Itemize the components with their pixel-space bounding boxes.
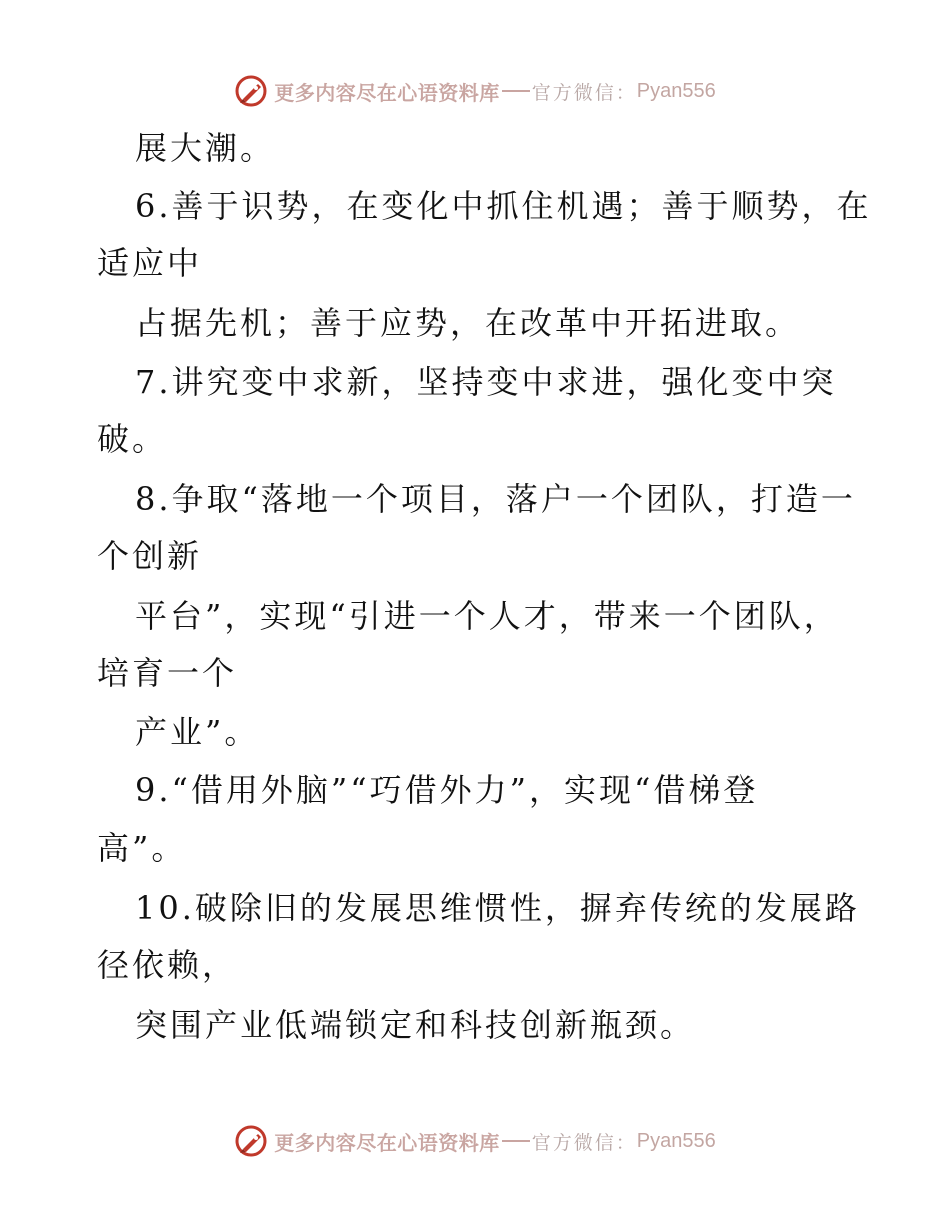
body-line: 突围产业低端锁定和科技创新瓶颈。 <box>135 1006 696 1044</box>
pen-logo-icon <box>234 74 268 108</box>
banner-wechat-id: Pyan556 <box>636 1129 716 1152</box>
body-line: 10.破除旧的发展思维惯性，摒弃传统的发展路 <box>135 889 860 927</box>
body-line: 9.“借用外脑”“巧借外力”，实现“借梯登 <box>135 771 759 809</box>
body-line: 平台”，实现“引进一个人才，带来一个团队， <box>135 597 839 635</box>
body-line: 7.讲究变中求新，坚持变中求进，强化变中突 <box>135 363 837 401</box>
body-line: 个创新 <box>97 537 203 575</box>
body-line: 展大潮。 <box>135 129 276 167</box>
body-line: 径依赖， <box>97 946 238 984</box>
banner-wechat-label: 官方微信： <box>531 1131 637 1154</box>
banner-wechat-label: 官方微信： <box>531 81 637 104</box>
banner-wechat-id: Pyan556 <box>636 79 716 102</box>
body-line: 培育一个 <box>97 654 238 692</box>
body-line: 8.争取“落地一个项目，落户一个团队，打造一 <box>135 480 856 518</box>
body-line: 高”。 <box>97 829 187 867</box>
body-line: 占据先机；善于应势，在改革中开拓进取。 <box>135 304 801 342</box>
footer-banner <box>0 1121 950 1161</box>
body-line: 适应中 <box>97 244 203 282</box>
banner-dash <box>502 90 530 92</box>
banner-dash <box>502 1140 530 1142</box>
banner-site-text: 更多内容尽在心语资料库 <box>274 1130 500 1155</box>
body-line: 破。 <box>97 420 168 458</box>
pen-logo-icon <box>234 1124 268 1158</box>
body-line: 6.善于识势，在变化中抓住机遇；善于顺势，在 <box>135 187 872 225</box>
header-banner <box>0 71 950 111</box>
banner-site-text: 更多内容尽在心语资料库 <box>274 80 500 105</box>
body-line: 产业”。 <box>135 713 260 751</box>
